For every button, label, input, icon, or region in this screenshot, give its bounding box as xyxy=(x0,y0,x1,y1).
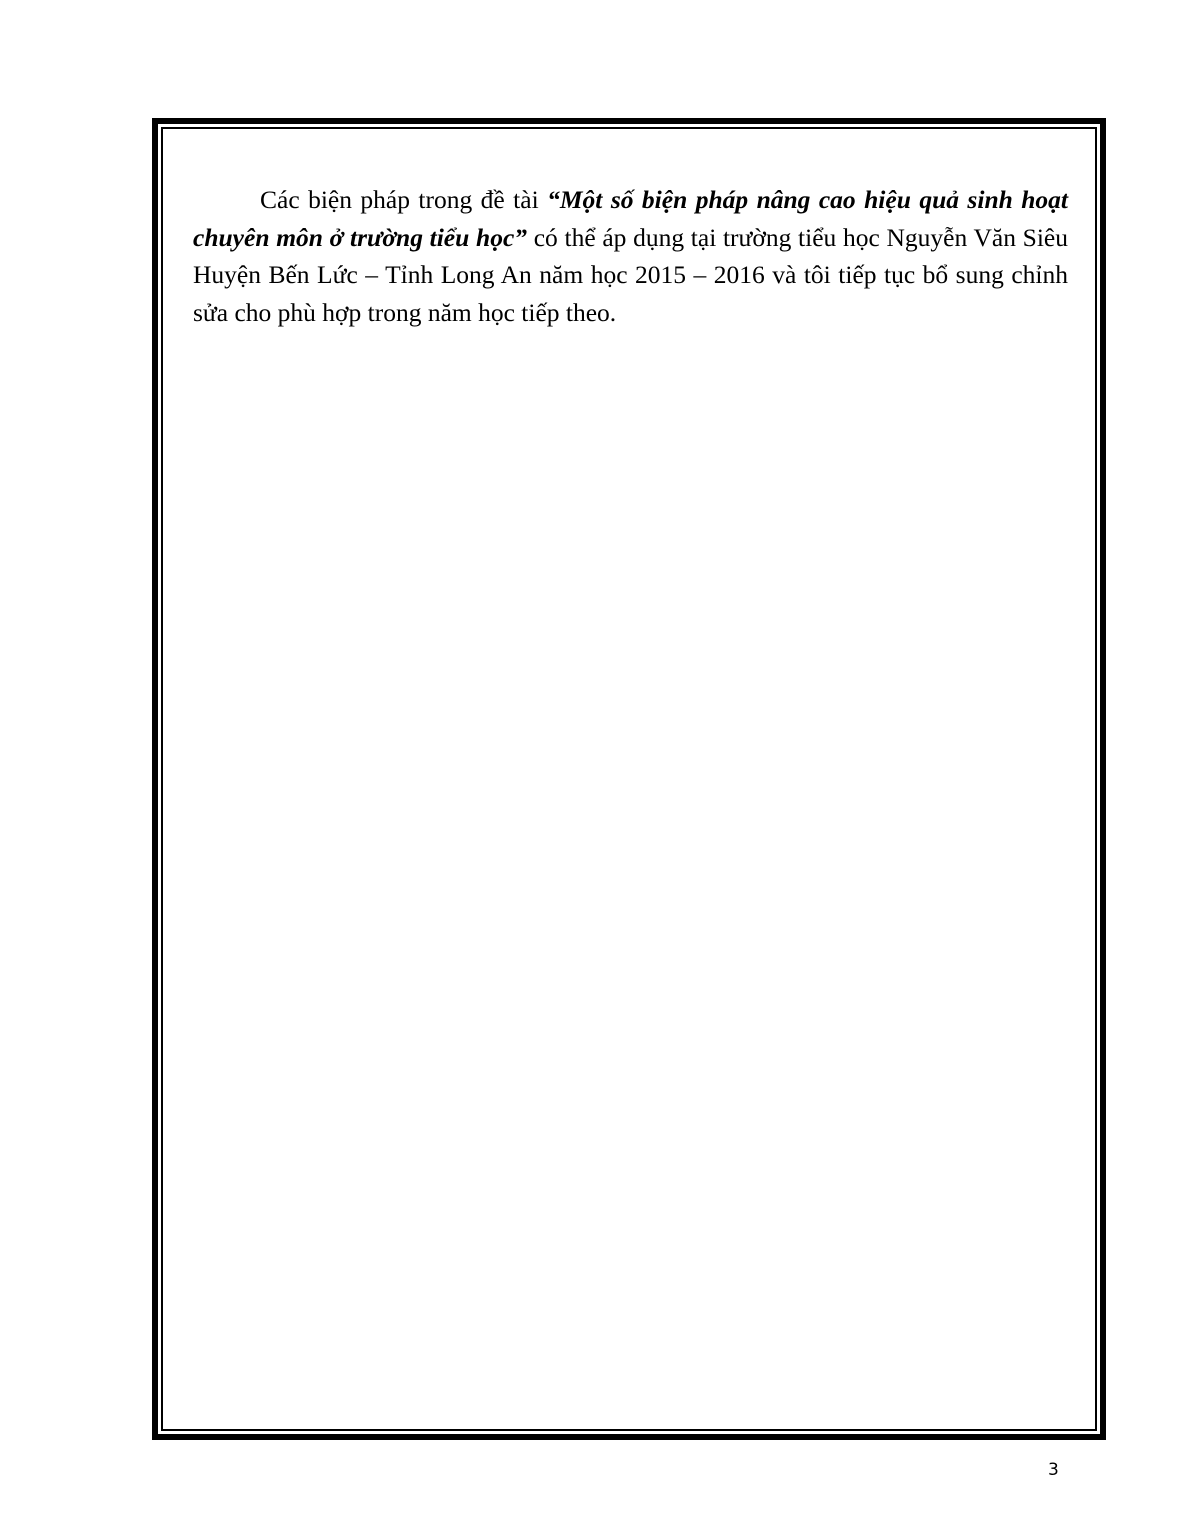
body-paragraph xyxy=(193,181,1068,331)
paragraph-trailing-text: có thể áp dụng tại trường tiểu học Nguyễn Văn Siêu Huyện Bến Lức – Tỉnh Long An năm học 2015 – 2016 và tôi tiếp tục bổ sung chỉnh sửa cho phù hợp trong năm học tiếp theo. xyxy=(193,222,1068,327)
topic-title: “Một số biện pháp nâng cao hiệu quả sinh hoạt chuyên môn ở trường tiểu học” xyxy=(193,185,1069,252)
paragraph-lead-text: Các biện pháp trong đề tài xyxy=(260,185,548,214)
page-number: 3 xyxy=(1048,1460,1059,1480)
